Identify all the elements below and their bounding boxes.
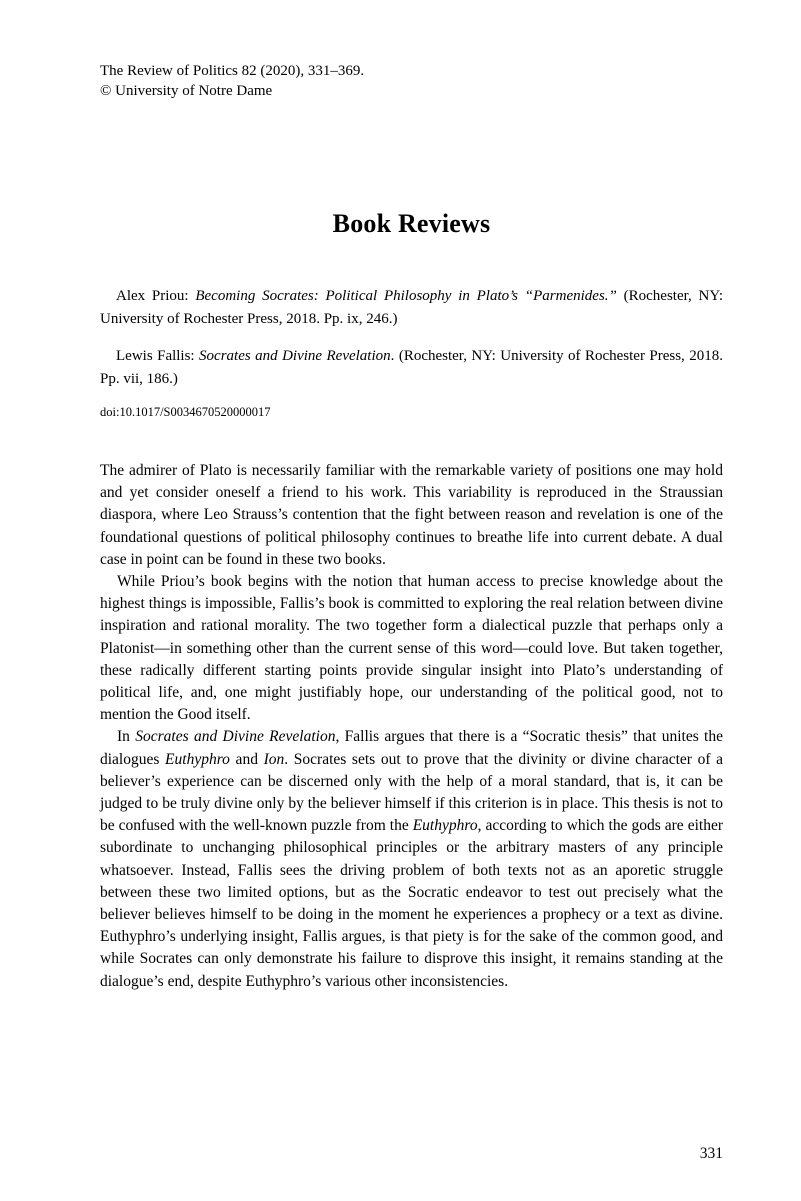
book-citation-list bbox=[100, 285, 723, 391]
journal-header bbox=[100, 62, 723, 101]
review-paragraph: The admirer of Plato is necessarily familiar with the remarkable variety of positions one may hold and yet consider oneself a friend to his work. This variability is reproduced in the Straussian diaspora, where Leo Strauss’s contention that the fight between reason and revelation is one of the foundational questions of political philosophy continues to breathe life into current debate. A dual case in point can be found in these two books. bbox=[100, 462, 723, 568]
review-body bbox=[100, 460, 723, 993]
doi-line: doi:10.1017/S0034670520000017 bbox=[100, 405, 271, 419]
page-title: Book Reviews bbox=[332, 209, 491, 238]
book-citation-fallis: Lewis Fallis: Socrates and Divine Revelation. (Rochester, NY: University of Rochester Press, 2018. Pp. vii, 186.) bbox=[100, 348, 723, 387]
review-paragraph: In Socrates and Divine Revelation, Fallis argues that there is a “Socratic thesis” that unites the dialogues Euthyphro and Ion. Socrates sets out to prove that the divinity or divine character of a believer’s experience can be discerned only with the help of a moral standard, that is, it can be judged to be truly divine only by the believer himself if this criterion is in place. This thesis is not to be confused with the well-known puzzle from the Euthyphro, according to which the gods are either subordinate to unchanging philosophical principles or the arbitrary masters of any principle whatsoever. Instead, Fallis sees the driving problem of both texts not as an aporetic struggle between these two limited options, but as the Socratic endeavor to test out precisely what the believer believes himself to be doing in the moment he experiences a prophecy or a text as divine. Euthyphro’s underlying insight, Fallis argues, is that piety is for the sake of the common good, and while Socrates can only demonstrate his failure to disprove this insight, it remains standing at the dialogue’s end, despite Euthyphro’s various other inconsistencies. bbox=[100, 728, 723, 990]
review-paragraph: While Priou’s book begins with the notion that human access to precise knowledge about the highest things is impossible, Fallis’s book is committed to exploring the real relation between divine inspiration and rational morality. The two together form a dialectical puzzle that perhaps only a Platonist—in something other than the current sense of this word—could love. But taken together, these radically different starting points provide singular insight into Plato’s understanding of political life, and, one might justifiably hope, our understanding of the political good, not to mention the Good itself. bbox=[100, 573, 723, 724]
book-citation-priou: Alex Priou: Becoming Socrates: Political Philosophy in Plato’s “Parmenides.” (Rochester, NY: University of Rochester Press, 2018. Pp. ix, 246.) bbox=[100, 288, 723, 327]
page-number: 331 bbox=[699, 1145, 723, 1162]
journal-citation-line: The Review of Politics 82 (2020), 331–369. bbox=[100, 63, 365, 79]
copyright-line: © University of Notre Dame bbox=[100, 82, 273, 99]
